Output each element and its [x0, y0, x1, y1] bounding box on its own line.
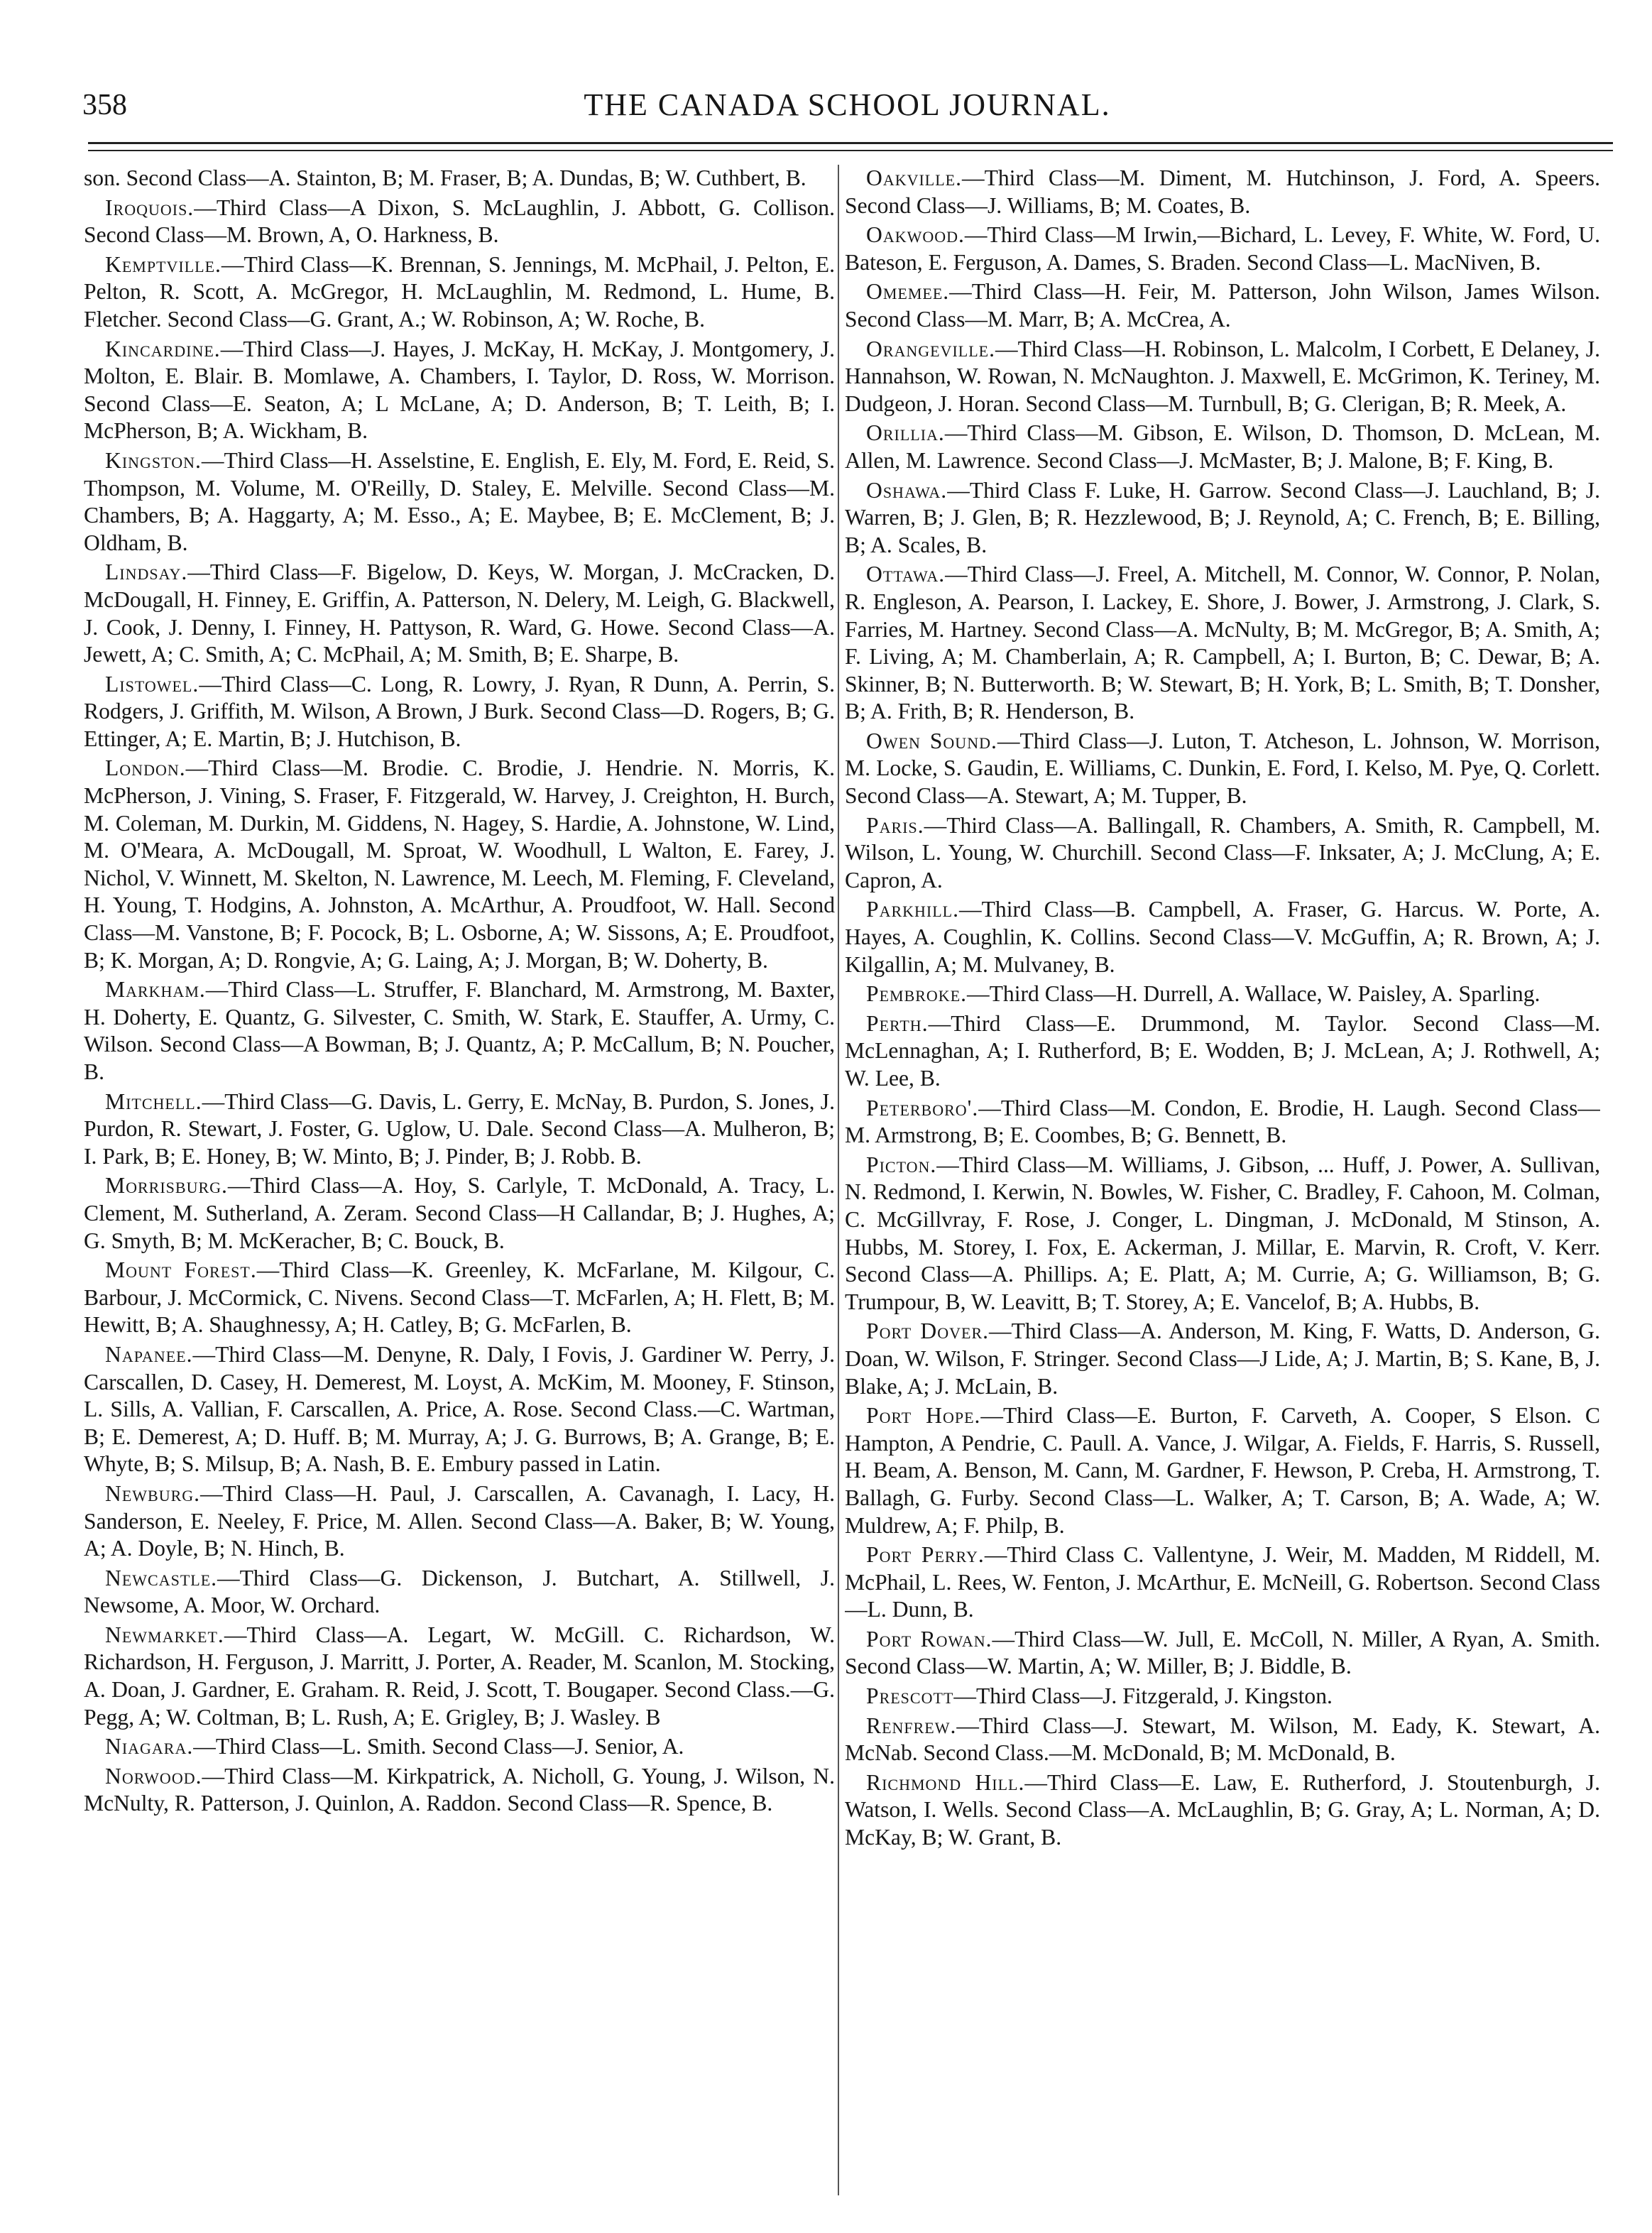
school-town-name: Listowel. [105, 671, 199, 697]
school-results-text: —Third Class—F. Bigelow, D. Keys, W. Morgan, J. McCracken, D. McDougall, H. Finney, E. Griffin, A. Patterson, N. Delery, M. Leigh, G. Blackwell, J. Cook, J. Denny, I. Finney, H. Pattyson, R. Ward, G. Howe. Second Class—A. Jewett, A; C. Smith, A; C. McPhail, A; M. Smith, B; E. Sharpe, B. [84, 559, 835, 667]
school-results-text: —Third Class—E. Law, E. Rutherford, J. Stoutenburgh, J. Watson, I. Wells. Second Class—A. McLaughlin, B; G. Gray, A; L. Norman, A; D. McKay, B; W. Grant, B. [845, 1769, 1600, 1850]
school-entry [845, 981, 1600, 1008]
school-entry [845, 728, 1600, 810]
school-entry [845, 278, 1600, 333]
school-results-text: —Third Class—G. Davis, L. Gerry, E. McNay, B. Purdon, S. Jones, J. Purdon, R. Stewart, J. Foster, G. Uglow, U. Dale. Second Class—A. Mulheron, B; I. Park, B; E. Honey, B; W. Minto, B; J. Pinder, B; J. Robb. B. [84, 1088, 835, 1169]
school-town-name: Ottawa. [866, 562, 946, 587]
school-town-name: Niagara. [105, 1734, 194, 1759]
school-results-text: —Third Class—H. Feir, M. Patterson, John Wilson, James Wilson. Second Class—M. Marr, B; A. McCrea, A. [845, 279, 1600, 332]
school-results-text: —Third Class—E. Burton, F. Carveth, A. Cooper, S Elson. C Hampton, A Pendrie, C. Paull. A. Vance, J. Wilgar, A. Fields, F. Harris, S. Russell, H. Beam, A. Benson, M. Cann, M. Gardner, F. Hewson, P. Creba, H. Armstrong, T. Ballagh, G. Furby. Second Class—L. Walker, A; T. Carson, B; A. Wade, A; W. Muldrew, A; F. Philp, B. [845, 1403, 1600, 1538]
school-town-name: Orangeville. [866, 336, 996, 361]
school-entry [845, 812, 1600, 895]
school-entry [845, 1683, 1600, 1710]
school-town-name: Kincardine. [105, 336, 221, 361]
school-entry [845, 1152, 1600, 1316]
school-town-name: Iroquois. [105, 195, 195, 220]
school-entry [84, 671, 835, 753]
school-town-name: Norwood. [105, 1763, 202, 1789]
school-town-name: Port Hope. [866, 1403, 981, 1429]
school-town-name: Newburg. [105, 1480, 201, 1506]
school-town-name: Orillia. [866, 420, 945, 446]
school-entry [845, 1541, 1600, 1624]
header-rule-top [88, 142, 1613, 144]
school-entry [845, 1095, 1600, 1150]
school-town-name: Richmond Hill. [866, 1769, 1025, 1795]
school-results-text: —Third Class—H. Paul, J. Carscallen, A. Cavanagh, I. Lacy, H. Sanderson, E. Neeley, F. Price, M. Allen. Second Class—A. Baker, B; W. Young, A; A. Doyle, B; N. Hinch, B. [84, 1480, 835, 1561]
school-entry [84, 976, 835, 1086]
school-town-name: Omemee. [866, 279, 950, 305]
school-town-name: Kingston. [105, 447, 202, 473]
school-entry [845, 336, 1600, 418]
column-divider [838, 165, 839, 2195]
school-results-text: —Third Class—A. Hoy, S. Carlyle, T. McDonald, A. Tracy, L. Clement, M. Sutherland, A. Zeram. Second Class—H Callandar, B; J. Hughes, A; G. Smyth, B; M. McKeracher, B; C. Bouck, B. [84, 1173, 835, 1253]
school-town-name: Mitchell. [105, 1088, 202, 1114]
school-results-text: —Third Class—W. Jull, E. McColl, N. Miller, A Ryan, A. Smith. Second Class—W. Martin, A; W. Miller, B; J. Biddle, B. [845, 1626, 1600, 1679]
school-entry [845, 222, 1600, 276]
school-entry [84, 1257, 835, 1339]
school-entry [84, 165, 835, 192]
school-results-text: —Third Class—M. Diment, M. Hutchinson, J. Ford, A. Speers. Second Class—J. Williams, B; M. Coates, B. [845, 165, 1600, 218]
school-entry [84, 1622, 835, 1731]
school-town-name: Napanee. [105, 1341, 193, 1367]
school-town-name: Paris. [866, 812, 924, 838]
school-town-name: Picton. [866, 1152, 937, 1177]
page-header [82, 84, 1612, 126]
left-column [84, 165, 835, 2195]
school-results-text: —Third Class—A. Ballingall, R. Chambers, A. Smith, R. Campbell, M. Wilson, L. Young, W. Churchill. Second Class—F. Inksater, A; J. McClung, A; E. Capron, A. [845, 812, 1600, 892]
school-entry [84, 447, 835, 557]
school-town-name: London. [105, 755, 186, 781]
school-results-text: —Third Class—M. Brodie. C. Brodie, J. Hendrie. N. Morris, K. McPherson, J. Vining, S. Fraser, F. Fitzgerald, W. Harvey, J. Creighton, H. Burch, M. Coleman, M. Durkin, M. Giddens, N. Hagey, S. Hardie, A. Johnstone, W. Lind, M. O'Meara, A. McDougall, M. Sproat, W. Woodhull, L Walton, E. Farey, J. Nichol, V. Winnett, M. Skelton, N. Lawrence, M. Leech, M. Fleming, F. Cleveland, H. Young, T. Hodgins, A. Johnston, A. McArthur, A. Proudfoot, W. Hall. Second Class—M. Vanstone, B; F. Pocock, B; L. Osborne, A; W. Sissons, A; E. Proudfoot, B; K. Morgan, A; D. Rongvie, A; G. Laing, A; J. Morgan, B; W. Doherty, B. [84, 755, 835, 973]
school-entry [84, 1341, 835, 1478]
school-results-text: —Third Class—E. Drummond, M. Taylor. Second Class—M. McLennaghan, A; I. Rutherford, B; E. Wodden, B; J. McLean, A; J. Rothwell, A; W. Lee, B. [845, 1010, 1600, 1091]
school-results-text: —Third Class—M. Gibson, E. Wilson, D. Thomson, D. McLean, M. Allen, M. Lawrence. Second Class—J. McMaster, B; J. Malone, B; F. King, B. [845, 420, 1600, 473]
school-results-text: son. Second Class—A. Stainton, B; M. Fraser, B; A. Dundas, B; W. Cuthbert, B. [84, 165, 806, 190]
school-entry [84, 1763, 835, 1818]
school-entry [84, 1565, 835, 1620]
school-entry [84, 755, 835, 974]
school-results-text: —Third Class—C. Long, R. Lowry, J. Ryan, R Dunn, A. Perrin, S. Rodgers, J. Griffith, M. Wilson, A Brown, J Burk. Second Class—D. Rogers, B; G. Ettinger, A; E. Martin, B; J. Hutchison, B. [84, 671, 835, 751]
school-results-text: —Third Class—J. Luton, T. Atcheson, L. Johnson, W. Morrison, M. Locke, S. Gaudin, E. Williams, C. Dunkin, E. Ford, I. Kelso, M. Pye, Q. Corlett. Second Class—A. Stewart, A; M. Tupper, B. [845, 728, 1600, 809]
school-results-text: —Third Class—L. Struffer, F. Blanchard, M. Armstrong, M. Baxter, H. Doherty, E. Quantz, G. Silvester, C. Smith, W. Stark, E. Stauffer, A. Urmy, C. Wilson. Second Class—A Bowman, B; J. Quantz, A; P. McCallum, B; N. Poucher, B. [84, 977, 835, 1084]
school-results-text: —Third Class—H. Robinson, L. Malcolm, I Corbett, E Delaney, J. Hannahson, W. Rowan, N. McNaughton. J. Maxwell, E. McGrimon, K. Teriney, M. Dudgeon, J. Horan. Second Class—M. Turnbull, B; G. Clerigan, B; R. Meek, A. [845, 336, 1600, 416]
school-town-name: Newmarket. [105, 1622, 224, 1647]
school-results-text: —Third Class—A Dixon, S. McLaughlin, J. Abbott, G. Collison. Second Class—M. Brown, A, O. Harkness, B. [84, 195, 835, 248]
school-town-name: Peterboro'. [866, 1095, 979, 1120]
school-results-text: —Third Class—K. Brennan, S. Jennings, M. McPhail, J. Pelton, E. Pelton, R. Scott, A. McGregor, H. McLaughlin, M. Redmond, L. Hume, B. Fletcher. Second Class—G. Grant, A.; W. Robinson, A; W. Roche, B. [84, 251, 835, 332]
school-entry [84, 195, 835, 249]
school-town-name: Port Rowan. [866, 1626, 992, 1651]
school-entry [845, 896, 1600, 978]
school-town-name: Prescott [866, 1683, 954, 1709]
school-results-text: —Third Class—H. Durrell, A. Wallace, W. Paisley, A. Sparling. [967, 981, 1541, 1007]
school-town-name: Parkhill. [866, 897, 960, 922]
school-results-text: —Third Class—A. Legart, W. McGill. C. Richardson, W. Richardson, H. Ferguson, J. Marritt, J. Porter, A. Reader, M. Scanlon, M. Stocking, A. Doan, J. Gardner, E. Graham. R. Reid, J. Scott, T. Bougaper. Second Class.—G. Pegg, A; W. Coltman, B; L. Rush, A; E. Grigley, B; J. Wasley. B [84, 1622, 835, 1730]
school-entry [84, 1733, 835, 1761]
school-entry [845, 477, 1600, 559]
school-entry [845, 165, 1600, 219]
school-town-name: Renfrew. [866, 1713, 957, 1738]
school-results-text: —Third Class—J. Hayes, J. McKay, H. McKay, J. Montgomery, J. Molton, E. Blair. B. Momlawe, A. Chambers, I. Taylor, D. Ross, W. Morrison. Second Class—E. Seaton, A; L McLane, A; D. Anderson, B; T. Leith, B; I. McPherson, B; A. Wickham, B. [84, 336, 835, 444]
school-entry [84, 1172, 835, 1255]
school-results-text: —Third Class—B. Campbell, A. Fraser, G. Harcus. W. Porte, A. Hayes, A. Coughlin, K. Collins. Second Class—V. McGuffin, A; R. Brown, A; J. Kilgallin, A; M. Mulvaney, B. [845, 897, 1600, 977]
journal-title: THE CANADA SCHOOL JOURNAL. [584, 87, 1111, 122]
school-results-text: —Third Class C. Vallentyne, J. Weir, M. Madden, M Riddell, M. McPhail, L. Rees, W. Fenton, J. McArthur, E. McNeill, G. Robertson. Second Class—L. Dunn, B. [845, 1542, 1600, 1622]
school-town-name: Oshawa. [866, 477, 948, 503]
school-results-text: —Third Class—M. Williams, J. Gibson, ... Huff, J. Power, A. Sullivan, N. Redmond, I. Kerwin, N. Bowles, W. Fisher, C. Bradley, F. Cahoon, M. Colman, C. McGillvray, F. Rose, J. Conger, L. Dingman, J. McDonald, M Stinson, A. Hubbs, M. Storey, I. Fox, E. Ackerman, J. Millar, E. Marvin, R. Croft, V. Kerr. Second Class—A. Phillips. A; E. Platt, A; M. Currie, A; G. Williamson, B; G. Trumpour, B, W. Leavitt, B; T. Storey, A; E. Vancelof, B; A. Hubbs, B. [845, 1152, 1600, 1314]
school-town-name: Oakville. [866, 165, 963, 190]
school-results-text: —Third Class—A. Anderson, M. King, F. Watts, D. Anderson, G. Doan, W. Wilson, F. Stringer. Second Class—J Lide, A; J. Martin, B; S. Kane, B, J. Blake, A; J. McLain, B. [845, 1318, 1600, 1399]
school-town-name: Lindsay. [105, 559, 188, 585]
school-results-text: —Third Class—M. Denyne, R. Daly, I Fovis, J. Gardiner W. Perry, J. Carscallen, D. Casey, H. Demerest, M. Loyst, A. McKim, M. Mooney, F. Stinson, L. Sills, A. Vallian, F. Carscallen, A. Price, A. Rose. Second Class.—C. Wartman, B; E. Demerest, A; D. Huff. B; M. Murray, A; J. G. Burrows, B; A. Grange, B; E. Whyte, B; S. Milsup, B; A. Nash, B. E. Embury passed in Latin. [84, 1341, 835, 1477]
school-entry [84, 336, 835, 445]
school-entry [845, 1010, 1600, 1093]
school-results-text: —Third Class—M. Condon, E. Brodie, H. Laugh. Second Class—M. Armstrong, B; E. Coombes, B; G. Bennett, B. [845, 1095, 1600, 1148]
school-results-text: —Third Class—H. Asselstine, E. English, E. Ely, M. Ford, E. Reid, S. Thompson, M. Volume, M. O'Reilly, D. Staley, E. Melville. Second Class—M. Chambers, B; A. Haggarty, A; M. Esso., A; E. Maybee, B; E. McClement, B; J. Oldham, B. [84, 447, 835, 555]
page-number: 358 [82, 89, 127, 121]
school-town-name: Owen Sound. [866, 728, 997, 753]
school-results-text: —Third Class—M. Kirkpatrick, A. Nicholl, G. Young, J. Wilson, N. McNulty, R. Patterson, J. Quinlon, A. Raddon. Second Class—R. Spence, B. [84, 1763, 835, 1816]
school-town-name: Oakwood. [866, 222, 965, 248]
school-town-name: Kemptville. [105, 251, 221, 277]
school-results-text: —Third Class—L. Smith. Second Class—J. Senior, A. [193, 1734, 684, 1759]
school-entry [845, 1713, 1600, 1767]
school-entry [845, 1318, 1600, 1400]
school-results-text: —Third Class—K. Greenley, K. McFarlane, M. Kilgour, C. Barbour, J. McCormick, C. Nivens. Second Class—T. McFarlen, A; H. Flett, B; M. Hewitt, B; A. Shaughnessy, A; H. Catley, B; G. McFarlen, B. [84, 1257, 835, 1338]
school-entry [845, 1402, 1600, 1539]
school-town-name: Mount Forest. [105, 1257, 257, 1283]
school-entry [845, 1769, 1600, 1852]
school-results-text: —Third Class—J. Stewart, M. Wilson, M. Eady, K. Stewart, A. McNab. Second Class.—M. McDonald, B; M. McDonald, B. [845, 1713, 1600, 1766]
school-entry [845, 1626, 1600, 1681]
school-town-name: Port Dover. [866, 1318, 990, 1344]
school-entry [845, 561, 1600, 726]
school-town-name: Perth. [866, 1010, 929, 1036]
school-town-name: Morrisburg. [105, 1173, 228, 1199]
school-results-text: —Third Class—G. Dickenson, J. Butchart, A. Stillwell, J. Newsome, A. Moor, W. Orchard. [84, 1565, 835, 1618]
school-results-text: —Third Class F. Luke, H. Garrow. Second Class—J. Lauchland, B; J. Warren, B; J. Glen, B; R. Hezzlewood, B; J. Reynold, A; C. French, B; E. Billing, B; A. Scales, B. [845, 477, 1600, 557]
school-entry [84, 1480, 835, 1563]
school-town-name: Port Perry. [866, 1542, 985, 1568]
right-column [845, 165, 1600, 2195]
school-town-name: Pembroke. [866, 981, 968, 1007]
school-town-name: Newcastle. [105, 1565, 218, 1590]
school-entry [845, 420, 1600, 474]
school-results-text: —Third Class—J. Fitzgerald, J. Kingston. [953, 1683, 1333, 1709]
header-rule-bottom [88, 150, 1613, 151]
school-results-text: —Third Class—J. Freel, A. Mitchell, M. Connor, W. Connor, P. Nolan, R. Engleson, A. Pearson, I. Lackey, E. Shore, J. Bower, J. Armstrong, J. Clark, S. Farries, M. Hartney. Second Class—A. McNulty, B; M. McGregor, B; A. Smith, A; F. Living, A; M. Chamberlain, A; R. Campbell, A; I. Burton, B; C. Dewar, B; A. Skinner, B; N. Butterworth. B; W. Stewart, B; H. York, B; L. Smith, B; T. Donsher, B; A. Frith, B; R. Henderson, B. [845, 562, 1600, 724]
school-entry [84, 251, 835, 334]
school-entry [84, 1088, 835, 1171]
school-town-name: Markham. [105, 977, 206, 1003]
school-results-text: —Third Class—M Irwin,—Bichard, L. Levey, F. White, W. Ford, U. Bateson, E. Ferguson, A. Dames, S. Braden. Second Class—L. MacNiven, B. [845, 222, 1600, 275]
school-entry [84, 559, 835, 668]
